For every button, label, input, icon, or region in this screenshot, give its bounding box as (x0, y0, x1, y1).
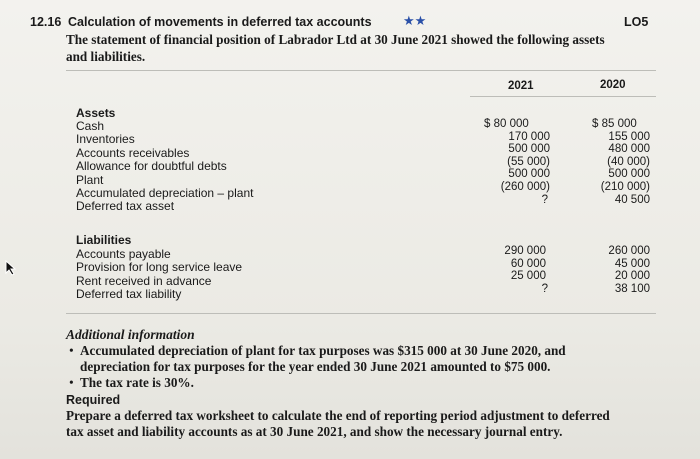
asset-label: Plant (76, 172, 104, 187)
mouse-cursor-icon (4, 260, 18, 276)
asset-value-2020: 480 000 (608, 143, 650, 156)
bullet-dot: • (69, 375, 74, 390)
asset-value-2021: ? (541, 193, 548, 206)
asset-value-2021: $ 80 000 (484, 118, 529, 130)
table-top-rule (66, 70, 656, 71)
difficulty-stars-icon: ★★ (403, 14, 427, 29)
column-header-2020: 2020 (600, 79, 626, 91)
liabilities-labels (76, 248, 242, 302)
asset-label: Inventories (76, 132, 135, 147)
asset-value-2021: 500 000 (508, 143, 550, 156)
assets-labels (76, 120, 253, 214)
liability-value-2021: 60 000 (510, 257, 546, 270)
asset-label: Accounts receivables (76, 145, 190, 160)
column-header-2021: 2021 (508, 80, 534, 92)
asset-value-2021: (55 000) (507, 155, 550, 168)
liability-value-2020: 260 000 (608, 245, 650, 257)
asset-label: Allowance for doubtful debts (76, 159, 227, 174)
intro-line-1: The statement of financial position of Labrador Ltd at 30 June 2021 showed the following assets (66, 32, 605, 47)
liability-label: Accounts payable (76, 247, 171, 261)
liability-value-2020: 45 000 (614, 257, 650, 270)
asset-value-2020: (210 000) (600, 180, 650, 193)
bullet-dot: • (69, 343, 74, 358)
intro-line-2: and liabilities. (66, 49, 146, 64)
additional-info-heading: Additional information (66, 327, 195, 342)
asset-label: Accumulated depreciation – plant (76, 186, 254, 201)
liability-label: Deferred tax liability (76, 287, 182, 302)
assets-2020-values (570, 118, 650, 206)
liabilities-2021-values (470, 245, 550, 295)
asset-value-2021: (260 000) (500, 180, 550, 193)
liability-label: Provision for long service leave (76, 260, 243, 275)
asset-value-2021: 500 000 (508, 168, 550, 181)
problem-number: 12.16 (30, 15, 62, 29)
required-line-1: Prepare a deferred tax worksheet to calculate the end of reporting period adjustment to deferred (66, 408, 610, 423)
column-header-rule (470, 96, 656, 97)
asset-value-2020: 500 000 (608, 168, 650, 181)
assets-2021-values (470, 118, 550, 206)
bullet-2: The tax rate is 30%. (80, 375, 194, 390)
asset-value-2020: (40 000) (607, 155, 650, 168)
liabilities-2020-values (570, 245, 650, 295)
liability-label: Rent received in advance (76, 273, 212, 288)
learning-outcome: LO5 (624, 15, 649, 29)
asset-value-2021: 170 000 (508, 130, 550, 143)
problem-title: Calculation of movements in deferred tax accounts (68, 15, 372, 29)
asset-value-2020: 40 500 (614, 193, 650, 206)
asset-value-2020: $ 85 000 (592, 118, 637, 130)
liability-value-2021: 290 000 (504, 245, 546, 257)
required-line-2: tax asset and liability accounts as at 30 June 2021, and show the necessary journal entry. (66, 424, 563, 439)
liability-value-2020: 20 000 (614, 270, 650, 283)
required-heading: Required (66, 393, 121, 407)
asset-value-2020: 155 000 (608, 130, 650, 143)
asset-label: Cash (76, 119, 105, 133)
liability-value-2021: ? (541, 282, 548, 295)
asset-label: Deferred tax asset (76, 199, 175, 214)
bullet-1-line-1: Accumulated depreciation of plant for tax purposes was $315 000 at 30 June 2020, and (80, 343, 566, 358)
table-bottom-rule (66, 313, 656, 314)
liability-value-2021: 25 000 (510, 270, 546, 283)
liabilities-heading: Liabilities (76, 233, 132, 247)
assets-heading: Assets (76, 106, 116, 120)
bullet-1-line-2: depreciation for tax purposes for the year ended 30 June 2021 amounted to $75 000. (80, 359, 551, 374)
liability-value-2020: 38 100 (614, 282, 650, 295)
